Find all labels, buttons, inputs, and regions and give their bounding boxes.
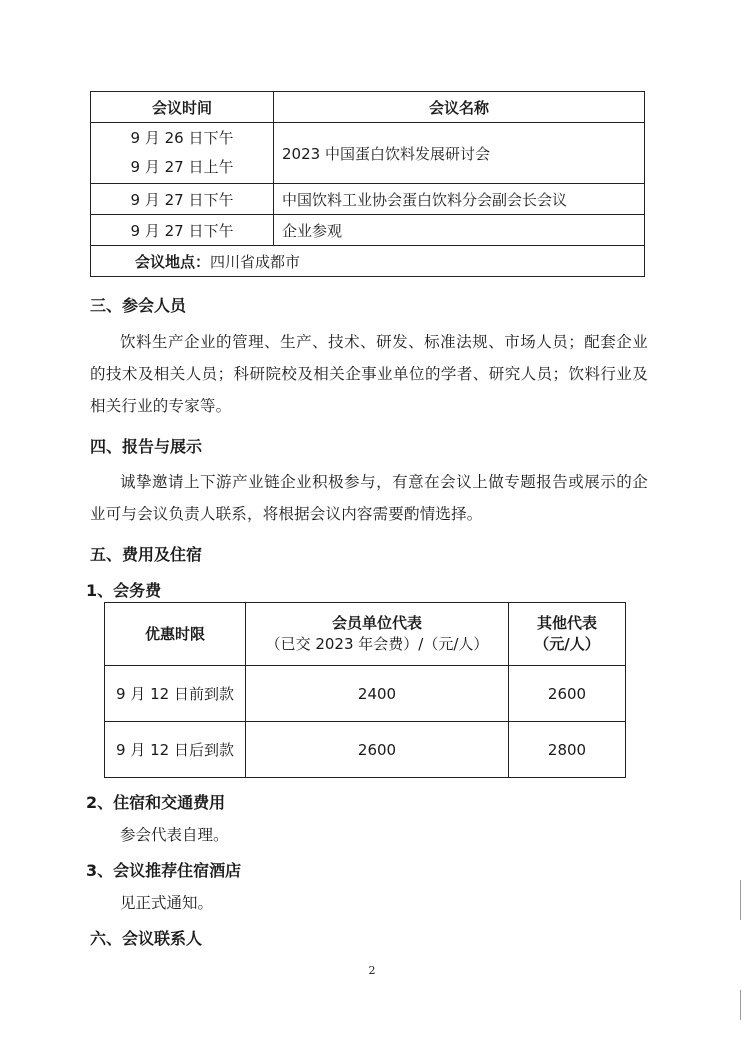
- header-other-line2: （元/人）: [534, 635, 600, 653]
- header-member-line1: 会员单位代表: [331, 614, 422, 632]
- name-cell: 中国饮料工业协会蛋白饮料分会副会长会议: [274, 184, 645, 215]
- header-name: 会议名称: [274, 92, 645, 123]
- time-line: 9 月 27 日上午: [130, 158, 234, 176]
- member-fee-cell: 2400: [246, 666, 509, 722]
- subsection-title-lodging: 2、住宿和交通费用: [86, 793, 226, 812]
- table-row: [91, 215, 645, 246]
- table-row: [105, 666, 626, 722]
- table-header-row: [105, 603, 626, 666]
- section-title-contacts: 六、会议联系人: [90, 929, 203, 948]
- member-fee-cell: 2600: [246, 722, 509, 778]
- other-fee-cell: 2800: [509, 722, 626, 778]
- table-header-row: [91, 92, 645, 123]
- table-row: [105, 722, 626, 778]
- location-label: 会议地点：: [135, 252, 211, 271]
- header-member-line2: （已交 2023 年会费）/（元/人）: [265, 635, 489, 653]
- header-member: [246, 603, 509, 666]
- header-period: 优惠时限: [105, 603, 246, 666]
- period-cell: 9 月 12 日后到款: [105, 722, 246, 778]
- other-fee-cell: 2600: [509, 666, 626, 722]
- header-other-line1: 其他代表: [536, 614, 597, 632]
- header-other: [509, 603, 626, 666]
- page-number: 2: [368, 964, 376, 977]
- hotel-text: 见正式通知。: [120, 894, 214, 912]
- section-text-attendees: 饮料生产企业的管理、生产、技术、研发、标准法规、市场人员；配套企业的技术及相关人员；科研院校及相关企事业单位的学者、研究人员；饮料行业及相关行业的专家等。: [90, 333, 648, 415]
- scan-edge-mark: [740, 990, 741, 1020]
- name-cell: 企业参观: [274, 215, 645, 246]
- section-text-reports: 诚挚邀请上下游产业链企业积极参与，有意在会议上做专题报告或展示的企业可与会议负责人联系，将根据会议内容需要酌情选择。: [90, 473, 648, 523]
- location-cell: [91, 246, 645, 277]
- location-value: 四川省成都市: [210, 252, 301, 271]
- section-title-reports: 四、报告与展示: [90, 437, 203, 456]
- location-row: [91, 246, 645, 277]
- period-cell: 9 月 12 日前到款: [105, 666, 246, 722]
- table-row: [91, 184, 645, 215]
- subsection-title-fee: 1、会务费: [86, 581, 162, 600]
- header-time: 会议时间: [91, 92, 274, 123]
- section-title-attendees: 三、参会人员: [90, 296, 187, 315]
- section-title-fees: 五、费用及住宿: [90, 545, 203, 564]
- time-cell: 9 月 27 日下午: [91, 184, 274, 215]
- schedule-table: [90, 91, 645, 277]
- subsection-title-hotel: 3、会议推荐住宿酒店: [86, 861, 242, 880]
- table-row: [91, 123, 645, 184]
- time-line: 9 月 26 日下午: [130, 129, 234, 147]
- scan-edge-mark: [740, 880, 741, 920]
- name-cell: 2023 中国蛋白饮料发展研讨会: [274, 123, 645, 184]
- lodging-text: 参会代表自理。: [120, 826, 229, 844]
- fee-table: [104, 602, 626, 778]
- time-cell: 9 月 27 日下午: [91, 215, 274, 246]
- time-cell: [91, 123, 274, 184]
